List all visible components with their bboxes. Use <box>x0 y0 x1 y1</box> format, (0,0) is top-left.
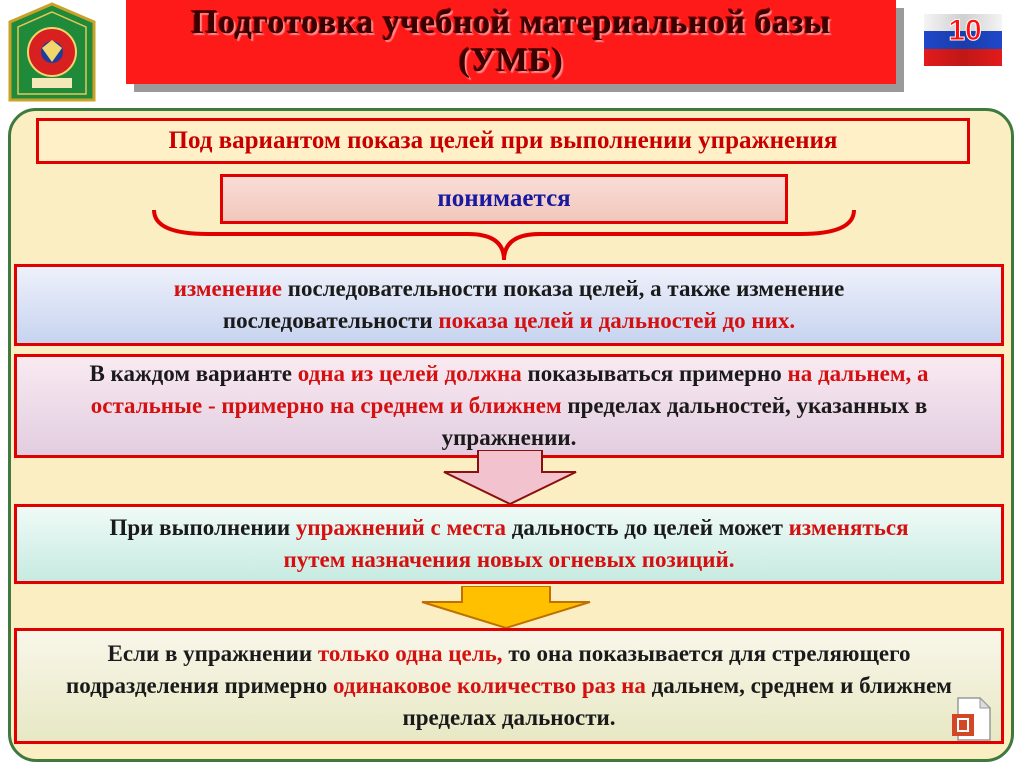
static-exercise-block <box>14 504 1004 584</box>
static-exercise-text <box>79 512 939 576</box>
connector-box <box>220 174 788 224</box>
definition-text <box>69 273 949 337</box>
text-segment: последовательности показа целей, а также изменение последовательности <box>222 276 845 333</box>
text-segment: пределах дальностей, указанных в упражнении. <box>441 393 928 450</box>
text-segment: изменяться путем назначения новых огневых позиций. <box>283 515 909 572</box>
slide-number: 10 <box>948 14 982 47</box>
text-segment: упражнений с места <box>295 515 506 540</box>
text-segment: Если в упражнении <box>107 641 318 666</box>
text-segment: дальность до целей может <box>505 515 789 540</box>
title-banner <box>126 0 896 84</box>
definition-heading-box <box>36 118 970 164</box>
document-icon[interactable] <box>950 696 992 742</box>
definition-block <box>14 264 1004 346</box>
connector-label: понимается <box>437 185 571 212</box>
text-segment: В каждом варианте <box>89 361 298 386</box>
single-target-block <box>14 628 1004 744</box>
arrow-down-icon <box>440 450 580 506</box>
text-segment: одинаковое количество раз на <box>332 673 646 698</box>
text-segment: то она показывается для стреляющего подразделения примерно <box>66 641 911 698</box>
text-segment: на дальнем, а остальные - примерно на среднем и ближнем <box>90 361 929 418</box>
text-segment: одна из целей должна <box>297 361 522 386</box>
text-segment: При выполнении <box>109 515 296 540</box>
text-segment: дальнем, среднем и ближнем пределах дальности. <box>402 673 952 730</box>
page-subtitle: (УМБ) <box>458 42 564 79</box>
emblem-icon <box>6 2 98 102</box>
variant-rule-text <box>39 358 979 454</box>
single-target-text <box>59 638 959 734</box>
variant-rule-block <box>14 354 1004 458</box>
definition-heading: Под вариантом показа целей при выполнении упражнения <box>168 127 838 154</box>
text-segment: только одна цель, <box>317 641 503 666</box>
page-title: Подготовка учебной материальной базы <box>191 4 831 41</box>
text-segment: показа целей и дальностей до них. <box>438 308 796 333</box>
arrow-down-icon <box>418 586 594 630</box>
text-segment: изменение <box>173 276 282 301</box>
text-segment: показываться примерно <box>521 361 788 386</box>
